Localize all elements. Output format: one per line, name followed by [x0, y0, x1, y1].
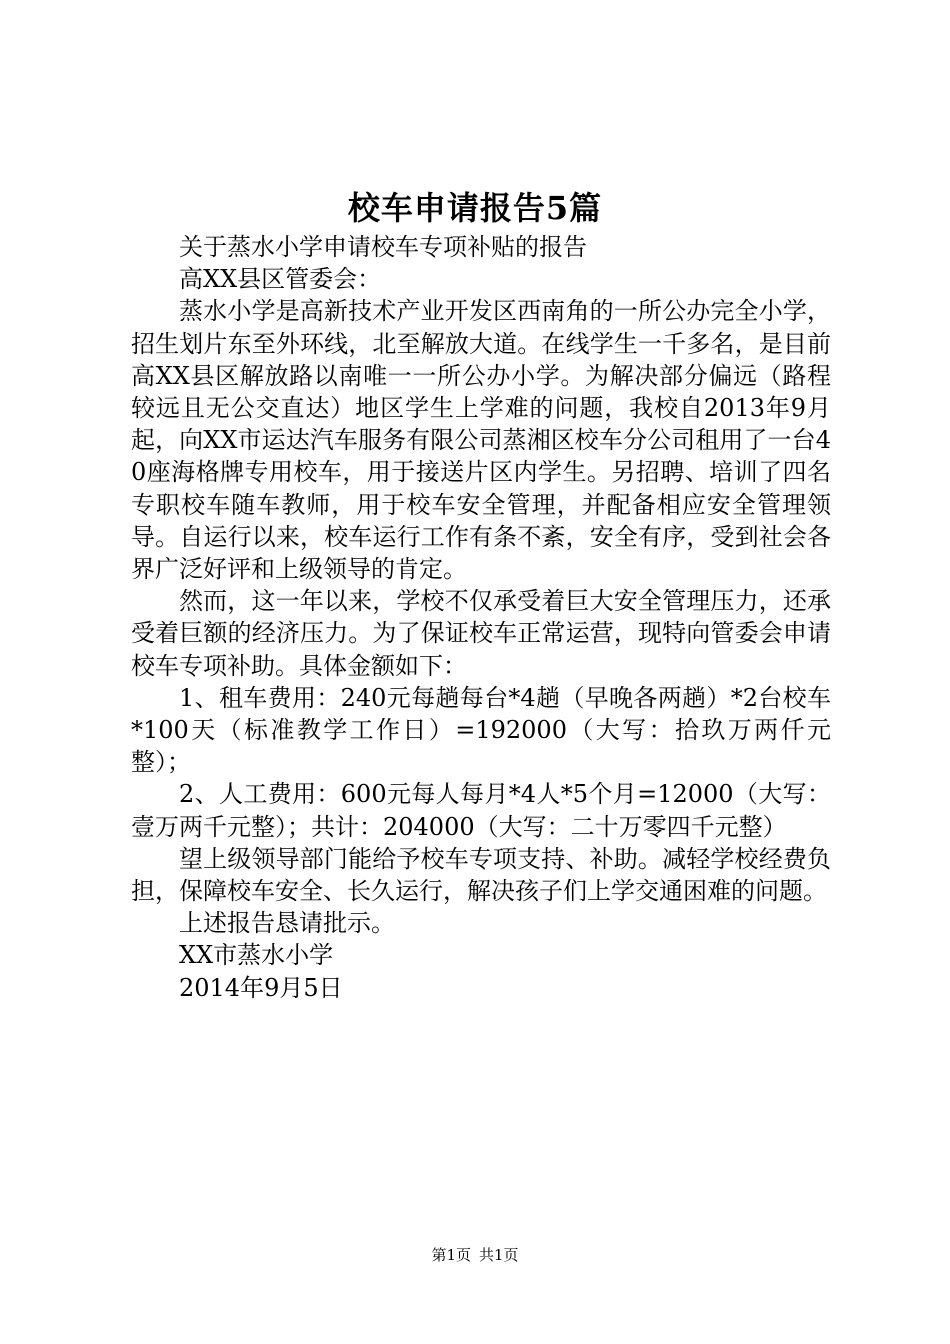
paragraph-request: 然而，这一年以来，学校不仅承受着巨大安全管理压力，还承受着巨额的经济压力。为了保证校车正常运营，现特向管委会申请校车专项补助。具体金额如下：	[131, 587, 831, 680]
document-title: 校车申请报告5篇	[347, 189, 603, 227]
page-number: 第1页	[431, 1246, 471, 1264]
cost-item-labor: 2、人工费用：600元每人每月*4人*5个月=12000（大写：壹万两千元整）；共计：204000（大写：二十万零四千元整）	[131, 780, 831, 841]
closing-line: 上述报告恳请批示。	[179, 909, 395, 938]
signature-school: XX市蒸水小学	[179, 941, 334, 970]
paragraph-background: 蒸水小学是高新技术产业开发区西南角的一所公办完全小学，招生划片东至外环线，北至解放大道。在线学生一千多名，是目前高XX县区解放路以南唯一一所公办小学。为解决部分偏远（路程较远且无公交直达）地区学生上学难的问题，我校自2013年9月起，向XX市运达汽车服务有限公司蒸湘区校车分公司租用了一台40座海格牌专用校车，用于接送片区内学生。另招聘、培训了四名专职校车随车教师，用于校车安全管理，并配备相应安全管理领导。自运行以来，校车运行工作有条不紊，安全有序，受到社会各界广泛好评和上级领导的肯定。	[131, 297, 831, 584]
paragraph-appeal: 望上级领导部门能给予校车专项支持、补助。减轻学校经费负担，保障校车安全、长久运行，解决孩子们上学交通困难的问题。	[131, 844, 831, 906]
page-total: 共1页	[479, 1246, 519, 1264]
page-footer	[0, 1244, 950, 1265]
cost-item-rental: 1、租车费用：240元每趟每台*4趟（早晚各两趟）*2台校车*100天（标准教学工作日）=192000（大写：拾玖万两仟元整）；	[131, 683, 831, 777]
recipient-line: 高XX县区管委会：	[179, 265, 382, 294]
report-heading: 关于蒸水小学申请校车专项补贴的报告	[179, 233, 587, 261]
signature-date: 2014年9月5日	[179, 973, 343, 1002]
document-body	[131, 231, 831, 1004]
